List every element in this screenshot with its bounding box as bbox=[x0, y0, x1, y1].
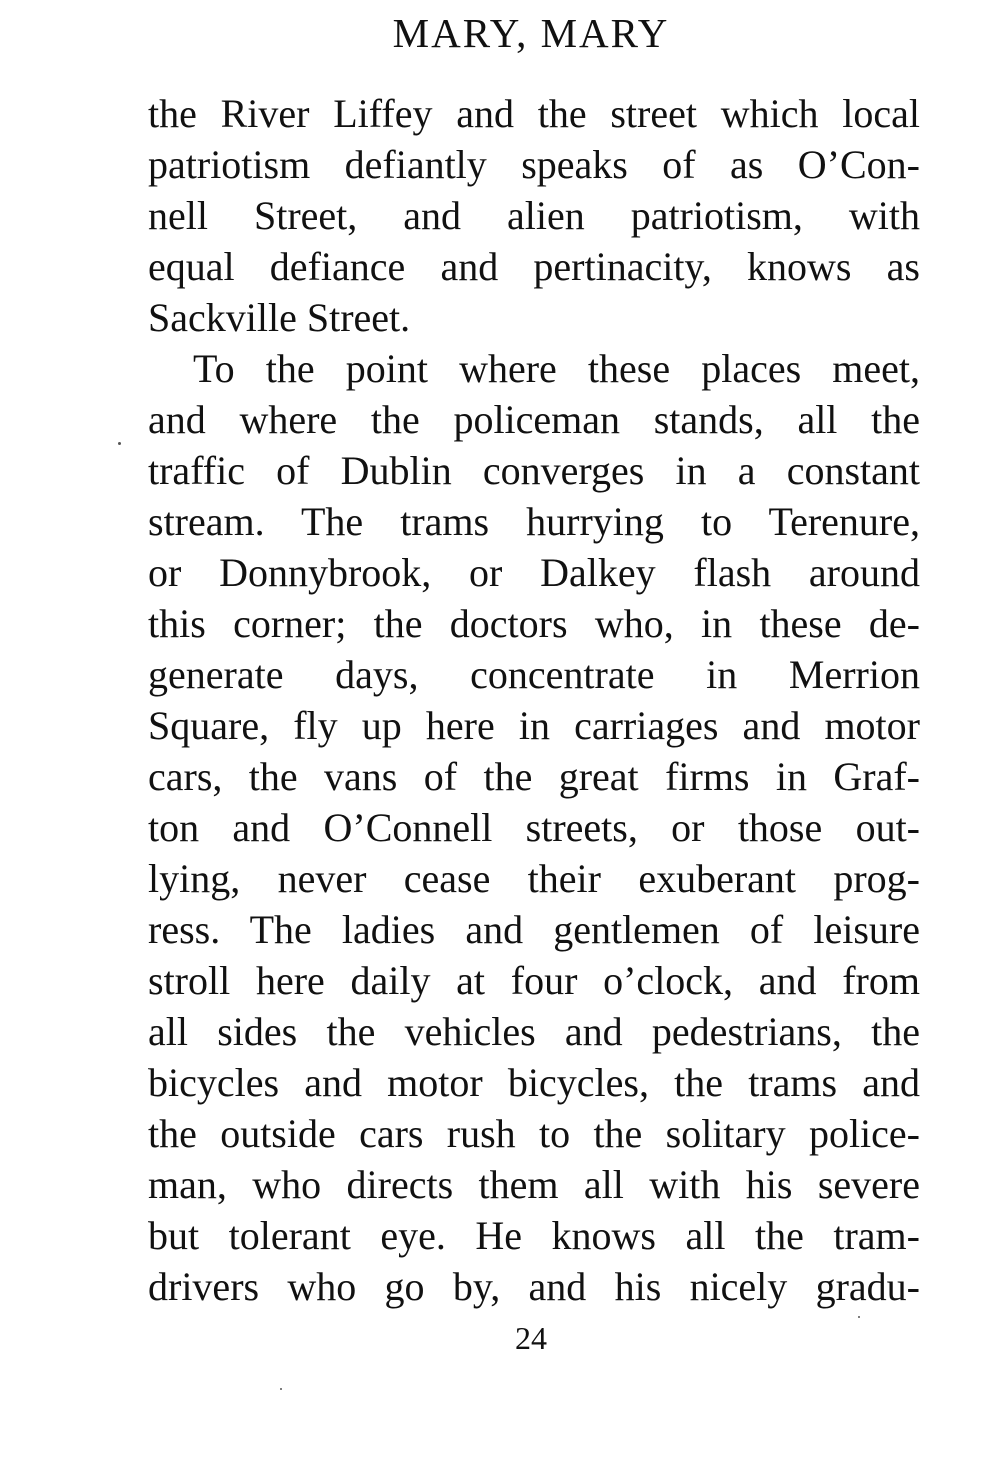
text-line: bicycles and motor bicycles, the trams and bbox=[148, 1060, 920, 1105]
text-line: traffic of Dublin converges in a constant bbox=[148, 448, 920, 493]
text-line: patriotism defiantly speaks of as O’Con- bbox=[148, 142, 920, 187]
text-line: ton and O’Connell streets, or those out- bbox=[148, 805, 920, 850]
running-title: MARY, MARY bbox=[392, 10, 670, 56]
text-line: generate days, concentrate in Merrion bbox=[148, 652, 920, 697]
text-line: this corner; the doctors who, in these de- bbox=[148, 601, 920, 646]
text-line: lying, never cease their exuberant prog- bbox=[148, 856, 920, 901]
text-line: stream. The trams hurrying to Terenure, bbox=[148, 499, 920, 544]
text-line: ress. The ladies and gentlemen of leisure bbox=[148, 907, 920, 952]
paragraph-2 bbox=[148, 343, 920, 1312]
body-text bbox=[148, 88, 920, 1312]
print-speck bbox=[280, 1388, 282, 1390]
text-line: To the point where these places meet, bbox=[193, 346, 920, 391]
text-line: nell Street, and alien patriotism, with bbox=[148, 193, 920, 238]
print-speck bbox=[858, 1316, 860, 1318]
text-line: equal defiance and pertinacity, knows as bbox=[148, 244, 920, 289]
text-line: stroll here daily at four o’clock, and from bbox=[148, 958, 920, 1003]
text-line: and where the policeman stands, all the bbox=[148, 397, 920, 442]
paragraph-1 bbox=[148, 88, 920, 343]
text-line: the outside cars rush to the solitary police- bbox=[148, 1111, 920, 1156]
print-speck bbox=[118, 442, 121, 445]
text-line: Square, fly up here in carriages and motor bbox=[148, 703, 920, 748]
text-line: Sackville Street. bbox=[148, 295, 411, 340]
text-line: man, who directs them all with his severe bbox=[148, 1162, 920, 1207]
text-line: drivers who go by, and his nicely gradu- bbox=[148, 1264, 920, 1309]
text-line: but tolerant eye. He knows all the tram- bbox=[148, 1213, 920, 1258]
text-line: all sides the vehicles and pedestrians, the bbox=[148, 1009, 920, 1054]
text-line: cars, the vans of the great firms in Graf- bbox=[148, 754, 920, 799]
page-number: 24 bbox=[515, 1320, 547, 1356]
text-line: or Donnybrook, or Dalkey flash around bbox=[148, 550, 920, 595]
text-line: the River Liffey and the street which local bbox=[148, 91, 920, 136]
